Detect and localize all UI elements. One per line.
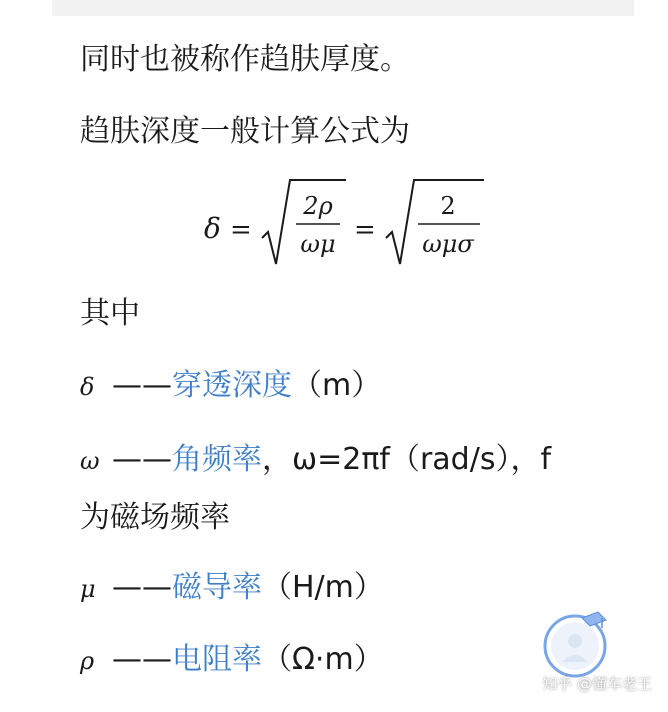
definition-dash: ——: [112, 442, 172, 477]
definition-unit: ，ω=2πf（rad/s），f: [262, 442, 552, 477]
definition-unit: （H/m）: [262, 570, 384, 605]
formula-heading: 趋肤深度一般计算公式为: [80, 114, 410, 149]
definition-continuation: 为磁场频率: [80, 500, 230, 535]
frac1-numerator: 2ρ: [303, 192, 333, 220]
term-link-permeability[interactable]: 磁导率: [172, 570, 262, 605]
skin-depth-formula: [200, 172, 500, 282]
frac2-numerator: 2: [440, 192, 456, 220]
definition-unit: （m）: [292, 368, 382, 403]
term-link-penetration-depth[interactable]: 穿透深度: [172, 368, 292, 403]
term-link-resistivity[interactable]: 电阻率: [172, 642, 262, 677]
top-divider: [52, 0, 634, 16]
definition-symbol: δ: [80, 373, 95, 401]
watermark-text: 知乎 @懂车老王: [542, 675, 652, 693]
definition-dash: ——: [112, 368, 172, 403]
definition-mu: [80, 568, 384, 609]
formula-equals-1: =: [230, 215, 252, 245]
formula-equals-2: =: [354, 215, 376, 245]
graduation-cap-avatar-icon[interactable]: [540, 608, 610, 678]
intro-text: 同时也被称作趋肤厚度。: [80, 42, 410, 77]
term-link-angular-frequency[interactable]: 角频率: [172, 442, 262, 477]
frac1-denominator: ωμ: [300, 230, 336, 258]
definition-dash: ——: [112, 642, 172, 677]
frac2-denominator: ωμσ: [422, 230, 474, 258]
definition-symbol: ω: [80, 447, 100, 475]
definition-delta: [80, 366, 381, 407]
definition-dash: ——: [112, 570, 172, 605]
where-label: 其中: [80, 296, 140, 331]
definition-omega: [80, 440, 551, 481]
definition-symbol: μ: [80, 575, 96, 603]
formula-delta: δ: [204, 212, 221, 245]
definition-rho: [80, 640, 384, 681]
definition-unit: （Ω·m）: [262, 642, 384, 677]
definition-symbol: ρ: [80, 647, 95, 675]
